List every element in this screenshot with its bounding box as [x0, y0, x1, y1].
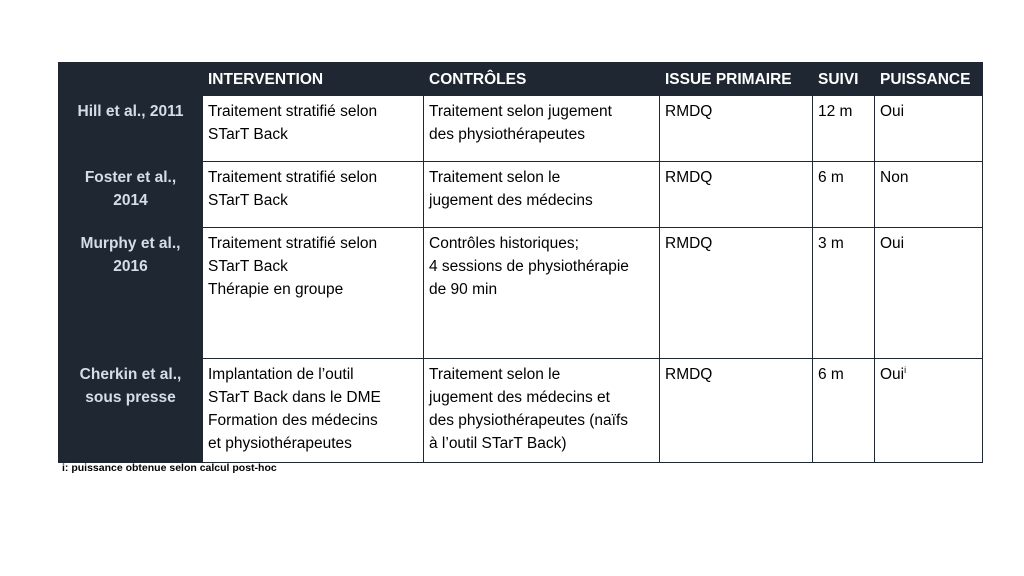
power-cell	[875, 228, 983, 359]
power-value: Non	[880, 169, 909, 186]
controls-line: Traitement selon jugement	[429, 103, 612, 120]
controls-line: de 90 min	[429, 281, 498, 298]
study-name-line: Murphy et al.,	[80, 235, 181, 252]
intervention-line: Traitement stratifié selon	[208, 103, 378, 120]
power-value: Oui	[880, 366, 905, 383]
controls-line: Traitement selon le	[429, 169, 561, 186]
table-row	[59, 359, 983, 463]
study-name	[59, 228, 203, 359]
intervention-line: Thérapie en groupe	[208, 281, 344, 298]
study-name	[59, 359, 203, 463]
intervention-line: STarT Back	[208, 192, 288, 209]
intervention-cell	[203, 228, 424, 359]
intervention-cell	[203, 96, 424, 162]
studies-table	[58, 62, 983, 463]
controls-line: jugement des médecins et	[429, 389, 610, 406]
study-name-line: Hill et al., 2011	[77, 103, 184, 120]
power-cell	[875, 96, 983, 162]
study-name-line: sous presse	[85, 389, 176, 406]
controls-cell	[424, 228, 660, 359]
controls-cell	[424, 359, 660, 463]
header-follow-up: SUIVI	[813, 63, 875, 96]
intervention-line: STarT Back	[208, 126, 288, 143]
intervention-line: STarT Back	[208, 258, 288, 275]
intervention-line: STarT Back dans le DME	[208, 389, 381, 406]
follow-up-cell: 3 m	[813, 228, 875, 359]
header-study	[59, 63, 203, 96]
study-name	[59, 96, 203, 162]
controls-cell	[424, 96, 660, 162]
controls-line: Contrôles historiques;	[429, 235, 579, 252]
primary-outcome-cell: RMDQ	[660, 359, 813, 463]
intervention-line: et physiothérapeutes	[208, 435, 352, 452]
table-row	[59, 96, 983, 162]
table-row	[59, 228, 983, 359]
controls-line: à l’outil STarT Back)	[429, 435, 567, 452]
intervention-cell	[203, 359, 424, 463]
study-name-line: 2014	[113, 192, 148, 209]
controls-line: 4 sessions de physiothérapie	[429, 258, 629, 275]
controls-line: des physiothérapeutes	[429, 126, 585, 143]
footnote-marker: i	[904, 364, 907, 375]
controls-cell	[424, 162, 660, 228]
primary-outcome-cell: RMDQ	[660, 228, 813, 359]
intervention-cell	[203, 162, 424, 228]
footnote: i: puissance obtenue selon calcul post-hoc	[62, 462, 277, 474]
power-cell	[875, 162, 983, 228]
header-intervention: INTERVENTION	[203, 63, 424, 96]
follow-up-cell: 6 m	[813, 162, 875, 228]
header-controls: CONTRÔLES	[424, 63, 660, 96]
intervention-line: Implantation de l’outil	[208, 366, 354, 383]
study-name-line: Cherkin et al.,	[79, 366, 182, 383]
study-name-line: 2016	[113, 258, 148, 275]
study-name	[59, 162, 203, 228]
controls-line: jugement des médecins	[429, 192, 593, 209]
header-power: PUISSANCE	[875, 63, 983, 96]
primary-outcome-cell: RMDQ	[660, 96, 813, 162]
table-header-row	[59, 63, 983, 96]
header-primary-outcome: ISSUE PRIMAIRE	[660, 63, 813, 96]
intervention-line: Traitement stratifié selon	[208, 235, 378, 252]
intervention-line: Formation des médecins	[208, 412, 378, 429]
controls-line: des physiothérapeutes (naïfs	[429, 412, 629, 429]
table-row	[59, 162, 983, 228]
power-value: Oui	[880, 103, 905, 120]
controls-line: Traitement selon le	[429, 366, 561, 383]
power-cell	[875, 359, 983, 463]
follow-up-cell: 12 m	[813, 96, 875, 162]
power-value: Oui	[880, 235, 905, 252]
intervention-line: Traitement stratifié selon	[208, 169, 378, 186]
primary-outcome-cell: RMDQ	[660, 162, 813, 228]
study-name-line: Foster et al.,	[84, 169, 177, 186]
follow-up-cell: 6 m	[813, 359, 875, 463]
